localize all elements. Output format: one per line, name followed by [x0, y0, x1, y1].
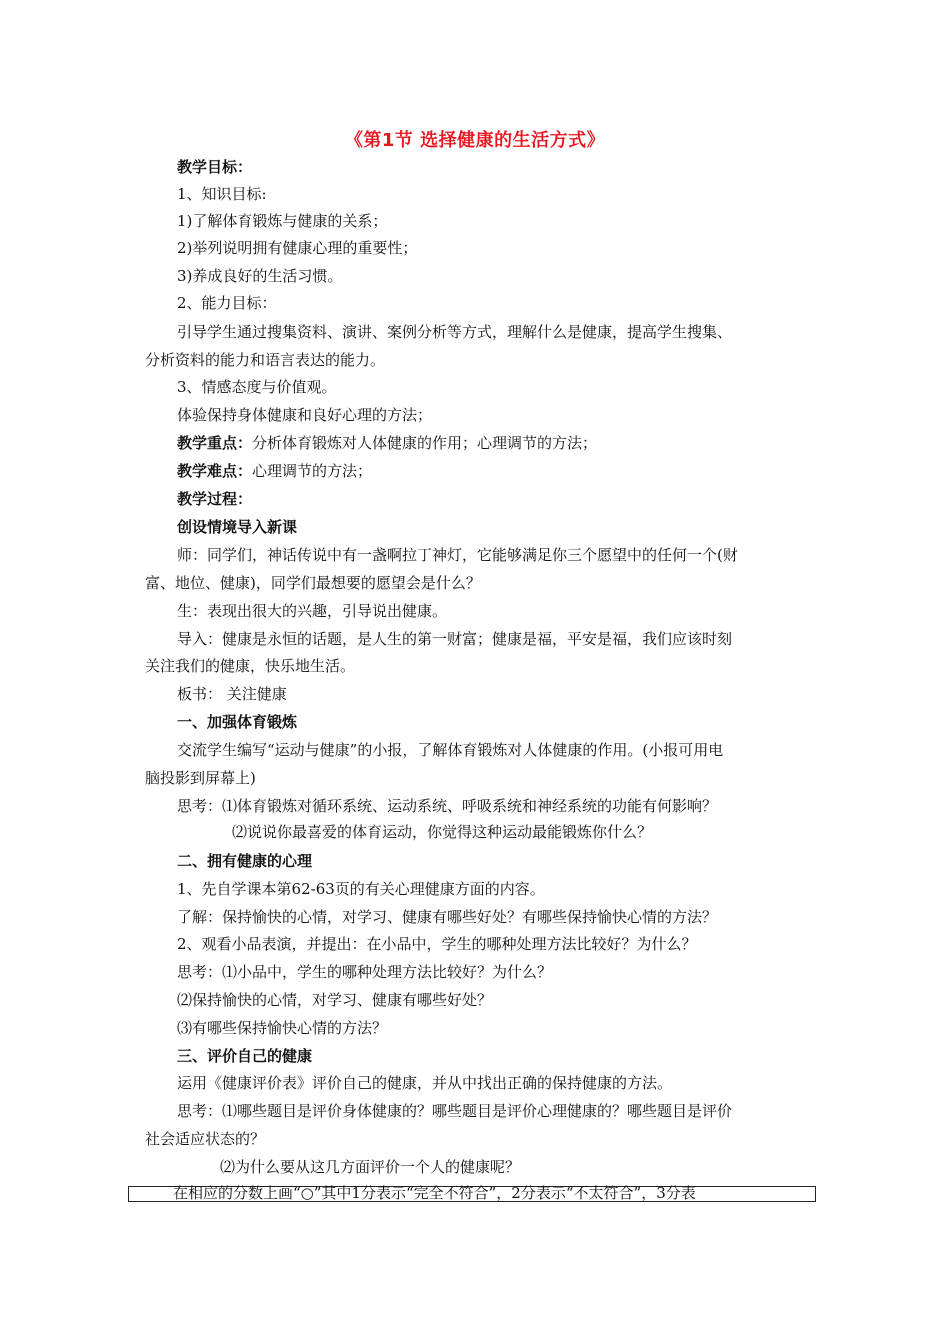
section3-think-continued: 社会适应状态的？ — [145, 1130, 266, 1148]
section2-item: 2、观看小品表演，并提出：在小品中，学生的哪种处理方法比较好？为什么？ — [177, 935, 697, 953]
lead-line-continued: 关注我们的健康，快乐地生活。 — [145, 657, 356, 675]
board-writing: 板书： 关注健康 — [177, 685, 287, 703]
key-text: 分析体育锻炼对人体健康的作用；心理调节的方法； — [252, 434, 598, 452]
knowledge-heading: 1、知识目标: — [177, 185, 267, 203]
section1-think: ⑵说说你最喜爱的体育运动，你觉得这种运动最能锻炼你什么？ — [232, 823, 653, 841]
teacher-line: 师：同学们，神话传说中有一盏啊拉丁神灯，它能够满足你三个愿望中的任何一个(财 — [177, 546, 738, 564]
section2-heading: 二、拥有健康的心理 — [177, 852, 313, 870]
lead-line: 导入：健康是永恒的话题，是人生的第一财富；健康是福，平安是福，我们应该时刻 — [177, 630, 733, 648]
knowledge-item: 1)了解体育锻炼与健康的关系； — [177, 212, 388, 230]
teacher-line-continued: 富、地位、健康)，同学们最想要的愿望会是什么？ — [145, 574, 481, 592]
section2-item: 1、先自学课本第62-63页的有关心理健康方面的内容。 — [177, 880, 545, 898]
section3-text: 运用《健康评价表》评价自己的健康，并从中找出正确的保持健康的方法。 — [177, 1074, 673, 1092]
section2-item: ⑵保持愉快的心情，对学习、健康有哪些好处？ — [177, 991, 493, 1009]
page-title: 《第1节 选择健康的生活方式》 — [344, 130, 606, 151]
emotion-heading: 3、情感态度与价值观。 — [177, 378, 337, 396]
student-line: 生：表现出很大的兴趣，引导说出健康。 — [177, 602, 448, 620]
table-instruction: 在相应的分数上画“○”其中1分表示“完全不符合”，2分表示“不太符合”，3分表 — [173, 1184, 696, 1202]
difficulty-points — [177, 461, 372, 481]
ability-text: 引导学生通过搜集资料、演讲、案例分析等方式，理解什么是健康，提高学生搜集、 — [177, 323, 733, 341]
key-points — [177, 433, 597, 453]
key-label: 教学重点： — [177, 434, 253, 452]
section2-item: 思考：⑴小品中，学生的哪种处理方法比较好？为什么？ — [177, 963, 553, 981]
objectives-heading: 教学目标： — [177, 158, 253, 176]
knowledge-item: 2)举列说明拥有健康心理的重要性； — [177, 239, 418, 257]
section3-heading: 三、评价自己的健康 — [177, 1047, 313, 1065]
section2-item: ⑶有哪些保持愉快心情的方法？ — [177, 1019, 388, 1037]
section1-heading: 一、加强体育锻炼 — [177, 713, 298, 731]
difficulty-text: 心理调节的方法； — [252, 462, 373, 480]
evaluation-table — [128, 1186, 816, 1202]
section1-think: 思考：⑴体育锻炼对循环系统、运动系统、呼吸系统和神经系统的功能有何影响？ — [177, 797, 718, 815]
process-heading: 教学过程： — [177, 490, 253, 508]
ability-heading: 2、能力目标： — [177, 294, 277, 312]
emotion-text: 体验保持身体健康和良好心理的方法； — [177, 406, 433, 424]
knowledge-item: 3)养成良好的生活习惯。 — [177, 267, 343, 285]
section2-item: 了解：保持愉快的心情，对学习、健康有哪些好处？有哪些保持愉快心情的方法？ — [177, 908, 718, 926]
ability-text-continued: 分析资料的能力和语言表达的能力。 — [145, 351, 386, 369]
section1-text: 交流学生编写“运动与健康”的小报，了解体育锻炼对人体健康的作用。(小报可用电 — [177, 741, 724, 759]
section3-think: ⑵为什么要从这几方面评价一个人的健康呢？ — [220, 1158, 521, 1176]
intro-heading: 创设情境导入新课 — [177, 518, 298, 536]
section1-text-continued: 脑投影到屏幕上) — [145, 769, 256, 787]
section3-think: 思考：⑴哪些题目是评价身体健康的？哪些题目是评价心理健康的？哪些题目是评价 — [177, 1102, 733, 1120]
difficulty-label: 教学难点： — [177, 462, 253, 480]
